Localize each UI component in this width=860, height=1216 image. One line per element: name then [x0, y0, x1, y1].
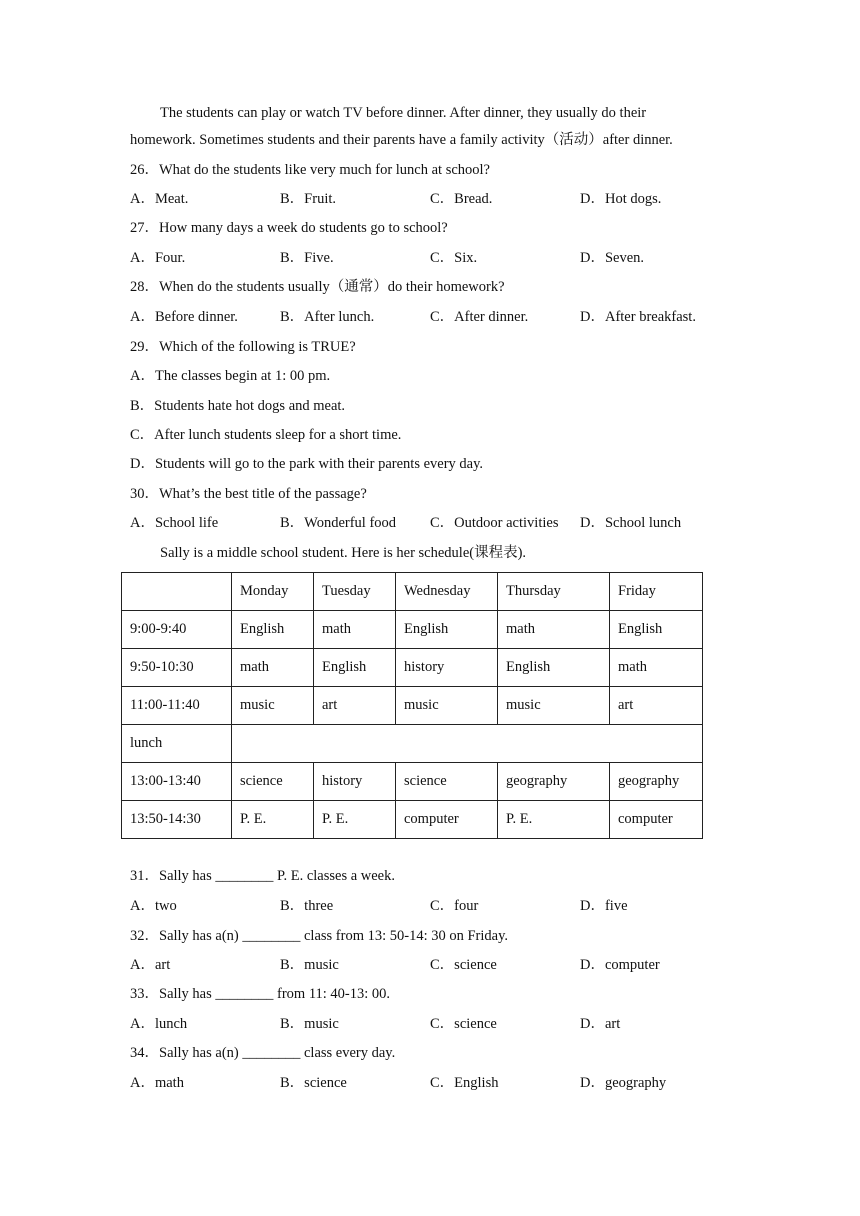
header-cell-thursday: Thursday	[498, 573, 610, 611]
question-34-stem: 34．Sally has a(n) ________ class every day.	[130, 1045, 396, 1061]
time-cell: 9:00-9:40	[122, 611, 232, 649]
table-row	[122, 611, 703, 649]
lunch-cell: lunch	[122, 725, 232, 763]
q29-option-d: D．Students will go to the park with their parents every day.	[130, 456, 484, 472]
table-cell: computer	[610, 801, 703, 839]
passage-line-1: The students can play or watch TV before dinner. After dinner, they usually do their	[160, 105, 647, 121]
table-row	[122, 687, 703, 725]
q27-option-a: A．Four.	[130, 250, 186, 266]
q26-option-b: B．Fruit.	[280, 191, 336, 207]
table-cell: English	[314, 649, 396, 687]
schedule-table	[121, 572, 703, 839]
table-cell: art	[610, 687, 703, 725]
table-cell: science	[232, 763, 314, 801]
table-cell: computer	[396, 801, 498, 839]
lunch-row	[122, 725, 703, 763]
q34-option-b: B．science	[280, 1075, 347, 1091]
q27-option-d: D．Seven.	[580, 250, 645, 266]
time-cell: 13:00-13:40	[122, 763, 232, 801]
q31-option-c: C．four	[430, 898, 479, 914]
q30-option-d: D．School lunch	[580, 515, 682, 531]
table-cell: P. E.	[498, 801, 610, 839]
q33-option-a: A．lunch	[130, 1016, 188, 1032]
question-28-stem: 28．When do the students usually（通常）do their homework?	[130, 279, 505, 295]
table-row	[122, 801, 703, 839]
q32-option-c: C．science	[430, 957, 497, 973]
q27-option-c: C．Six.	[430, 250, 478, 266]
q32-option-b: B．music	[280, 957, 339, 973]
table-cell: history	[314, 763, 396, 801]
header-cell-friday: Friday	[610, 573, 703, 611]
q26-option-d: D．Hot dogs.	[580, 191, 662, 207]
schedule-intro: Sally is a middle school student. Here is her schedule(课程表).	[160, 545, 527, 561]
table-cell: English	[498, 649, 610, 687]
header-cell-monday: Monday	[232, 573, 314, 611]
table-cell: English	[610, 611, 703, 649]
table-cell: English	[232, 611, 314, 649]
q28-option-a: A．Before dinner.	[130, 309, 238, 325]
table-cell: geography	[498, 763, 610, 801]
table-cell: P. E.	[314, 801, 396, 839]
q26-option-a: A．Meat.	[130, 191, 189, 207]
question-27-stem: 27．How many days a week do students go to school?	[130, 220, 448, 236]
table-cell: music	[498, 687, 610, 725]
q29-option-a: A．The classes begin at 1: 00 pm.	[130, 368, 331, 384]
q34-option-c: C．English	[430, 1075, 499, 1091]
q30-option-a: A．School life	[130, 515, 219, 531]
q26-option-c: C．Bread.	[430, 191, 493, 207]
table-cell: math	[314, 611, 396, 649]
table-cell: math	[610, 649, 703, 687]
q32-option-a: A．art	[130, 957, 171, 973]
q32-option-d: D．computer	[580, 957, 660, 973]
table-row	[122, 763, 703, 801]
q34-option-d: D．geography	[580, 1075, 667, 1091]
table-cell: music	[232, 687, 314, 725]
table-cell: geography	[610, 763, 703, 801]
table-cell: science	[396, 763, 498, 801]
q28-option-b: B．After lunch.	[280, 309, 375, 325]
header-cell-tuesday: Tuesday	[314, 573, 396, 611]
time-cell: 11:00-11:40	[122, 687, 232, 725]
q33-option-c: C．science	[430, 1016, 497, 1032]
q28-option-d: D．After breakfast.	[580, 309, 696, 325]
q29-option-c: C．After lunch students sleep for a short time.	[130, 427, 402, 443]
question-32-stem: 32．Sally has a(n) ________ class from 13: 50-14: 30 on Friday.	[130, 928, 509, 944]
header-cell-blank	[122, 573, 232, 611]
question-33-stem: 33．Sally has ________ from 11: 40-13: 00.	[130, 986, 391, 1002]
question-31-stem: 31．Sally has ________ P. E. classes a week.	[130, 868, 395, 884]
question-26-stem: 26．What do the students like very much for lunch at school?	[130, 162, 490, 178]
table-cell: P. E.	[232, 801, 314, 839]
table-row	[122, 649, 703, 687]
table-cell: math	[232, 649, 314, 687]
q31-option-d: D．five	[580, 898, 628, 914]
table-cell: history	[396, 649, 498, 687]
q28-option-c: C．After dinner.	[430, 309, 529, 325]
q30-option-b: B．Wonderful food	[280, 515, 397, 531]
table-cell: English	[396, 611, 498, 649]
question-29-stem: 29．Which of the following is TRUE?	[130, 339, 356, 355]
q31-option-a: A．two	[130, 898, 177, 914]
passage-line-2: homework. Sometimes students and their parents have a family activity（活动）after dinner.	[130, 132, 673, 148]
question-30-stem: 30．What’s the best title of the passage?	[130, 486, 367, 502]
q27-option-b: B．Five.	[280, 250, 334, 266]
lunch-merged-cell	[232, 725, 703, 763]
header-cell-wednesday: Wednesday	[396, 573, 498, 611]
table-header-row	[122, 573, 703, 611]
q33-option-b: B．music	[280, 1016, 339, 1032]
q29-option-b: B．Students hate hot dogs and meat.	[130, 398, 346, 414]
table-cell: music	[396, 687, 498, 725]
time-cell: 13:50-14:30	[122, 801, 232, 839]
q33-option-d: D．art	[580, 1016, 621, 1032]
table-cell: math	[498, 611, 610, 649]
table-cell: art	[314, 687, 396, 725]
q30-option-c: C．Outdoor activities	[430, 515, 559, 531]
time-cell: 9:50-10:30	[122, 649, 232, 687]
q31-option-b: B．three	[280, 898, 334, 914]
q34-option-a: A．math	[130, 1075, 184, 1091]
